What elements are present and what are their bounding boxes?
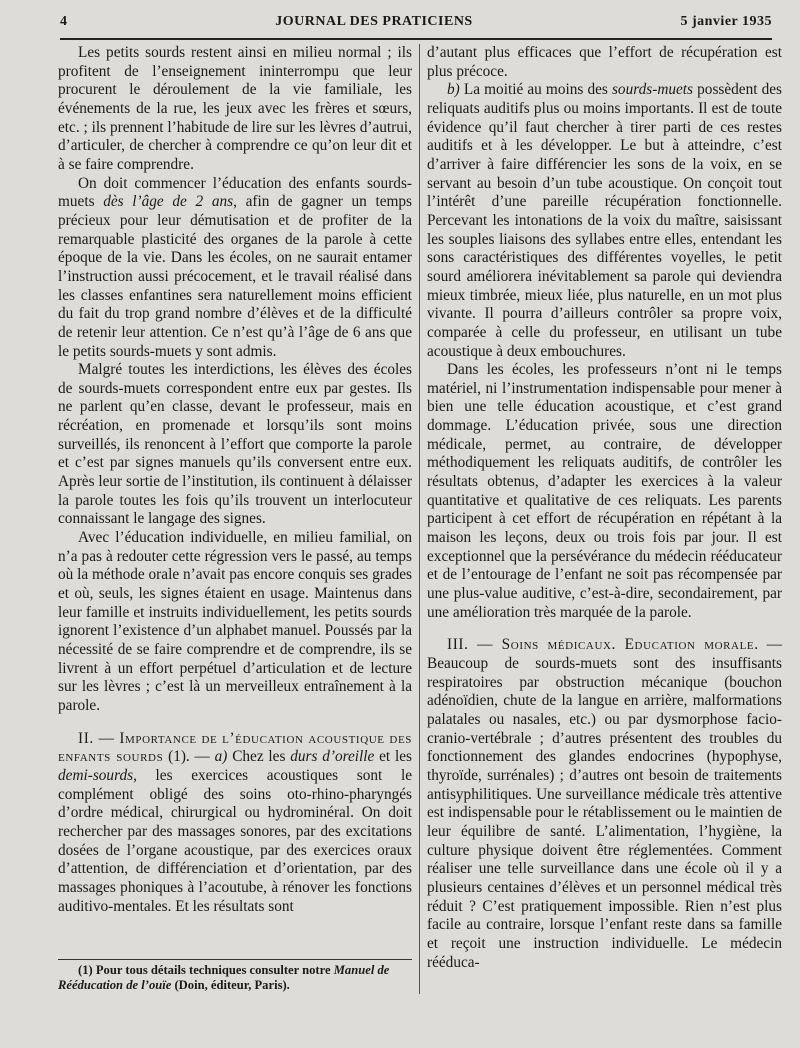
left-column <box>58 44 412 916</box>
text-run: et les <box>374 748 412 766</box>
paragraph-milieu-familial: Avec l’éducation individuelle, en milieu familial, on n’a pas à redouter cette régression vers le passé, au temps où la méthode orale n’avait pas encore conquis ses grades et où, seuls, les signes étaient en usage. Maintenus dans leur famille et instruits individuellement, les petits sourds ignorent l’existence d’un alphabet manuel. Poussés par la nécessité de se faire comprendre et de comprendre, ils se livrent à un effort perpétuel d’articulation et de lecture sur les lèvres ; c’est là un merveilleux entraînement à la parole. <box>58 529 412 714</box>
text-run: , afin de gagner un temps précieux pour leur démutisation et de profiter de la remarquable plasticité des organes de la parole à cette époque de la vie. Dans les écoles, on ne saurait entamer l’instruction aussi précocement, et le travail réalisé dans les classes enfantines sera naturellement moins efficient du fait du trop grand nombre d’élèves et de la difficulté de retenir leur attention. Ce n’est qu’à l’âge de 6 ans que le petits sourds-muets y sont admis. <box>58 193 412 360</box>
section-3 <box>427 636 782 972</box>
text-run: La moitié au moins des <box>459 81 612 99</box>
footnote-book-title: Manuel de Rééducation de l’ouïe <box>58 963 390 992</box>
issue-date: 5 janvier 1935 <box>680 14 772 29</box>
text-run: , les exercices acoustiques sont le complément obligé des soins oto-rhino-pharyngés d’ordre médical, chirurgical ou hydrominéral. On doit rechercher par des massages sonores, par des excitations dosées de l’organe acoustique, par des exercices oraux d’attention, de différenciation et d’orientation, par des massages phoniques à l’acoutube, à rénover les fonctions auditivo-mentales. Et les résultats sont <box>58 766 412 915</box>
column-divider <box>419 44 420 994</box>
right-column <box>427 44 782 972</box>
text-run: — <box>758 636 782 654</box>
emphasis-sourds-muets: sourds-muets <box>611 81 694 99</box>
paragraph-interdictions: Malgré toutes les interdictions, les élèves des écoles de sourds-muets correspondent entre eux par gestes. Ils ne parlent qu’en classe, devant le professeur, mais en récréation, en promenade et lorsqu’ils sont moins surveillés, ils renoncent à l’effort que comporte la parole et c’est par signes manuels qu’ils conversent entre eux. Après leur sortie de l’institution, ils continuent à délaisser la parole toutes les fois qu’ils trouvent un interlocuteur connaissant le langage des signes. <box>58 361 412 528</box>
paragraph-reliquats <box>427 81 782 361</box>
emphasis-age: dès l’âge de 2 ans <box>103 193 234 211</box>
page-number: 4 <box>60 14 68 29</box>
section-2 <box>58 730 412 917</box>
item-letter-b: b) <box>447 81 460 99</box>
header-rule <box>60 38 772 40</box>
emphasis-durs-oreille: durs d’oreille <box>290 748 375 766</box>
paragraph-ecoles: Dans les écoles, les professeurs n’ont ni le temps matériel, ni l’instrumentation indispensable pour mener à bien une telle éducation acoustique, et c’est grand dommage. L’éducation privée, sous une direction médicale, permet, au contraire, de développer méthodiquement les reliquats auditifs, de contrôler les résultats obtenus, d’adapter les exercices à la valeur quantitative et qualitative de ces reliquats. Les parents participent à cet effort de récupération en répétant à la maison les leçons, deux ou trois fois par jour. Il est exceptionnel que la persévérance du médecin rééducateur et de l’entourage de l’enfant ne soit pas récompensée par une plus-value auditive, c’est-à-dire, secondairement, par une amélioration très marquée de la parole. <box>427 361 782 621</box>
paragraph-milieu-normal: Les petits sourds restent ainsi en milieu normal ; ils profitent de l’enseignement ininterrompu que leur procurent le déroulement de la vie familiale, les événements de la rue, les jeux avec les frères et sœurs, etc. ; ils prennent l’habitude de lire sur les lèvres d’autrui, d’articuler, de chercher à comprendre ce qu’on leur dit et à se faire comprendre. <box>58 44 412 173</box>
footnote-rule <box>58 959 412 960</box>
running-header <box>60 14 772 36</box>
journal-title: JOURNAL DES PRATICIENS <box>275 14 473 29</box>
spacer <box>58 716 412 730</box>
text-run: Beaucoup de sourds-muets sont des insuffisants respiratoires par obstruction mécanique (bouchon adénoïdien, chute de la langue en arrière, malformations palatales ou nasales, etc.) ou par dysmorphose facio-cranio-vertébrale ; d’autres présentent des troubles du fonctionnement des glandes endocrines (hypophyse, thyroïde, surrénales) ; d’autres ont besoin de traitements antisyphilitiques. Une surveillance médicale très attentive est indispensable pour le rétablissement ou le maintien de leur équilibre de santé. L’alimentation, l’hygiène, la culture physique doivent être réglementées. Comment réaliser une telle surveillance dans une école où il y a plusieurs centaines d’élèves et un personnel médical très réduit ? C’est pratiquement impossible. Rien n’est plus facile au contraire, lorsque l’enfant reste dans sa famille et reçoit une instruction individuelle. Le médecin rééduca- <box>427 655 782 971</box>
section-3-heading: III. — Soins médicaux. Education morale. <box>447 636 759 654</box>
text-run: possèdent des reliquats auditifs plus ou moins importants. Il est de toute évidence qu’il faut chercher à tirer parti de ces restes auditifs et à les développer. Le but à atteindre, c’est d’arriver à faire différencier les sons de la voix, en se servant au besoin d’un tube acoustique. On conçoit tout l’intérêt d’une pareille récupération fonctionnelle. Percevant les intonations de la voix du maître, saisissant les souples liaisons des syllabes entre elles, entendant les sons caractéristiques des différentes voyelles, le petit sourd améliorera inévitablement sa parole qui deviendra mieux timbrée, mieux liée, plus naturelle, en un mot plus vivante. Il pourra d’ailleurs contrôler sa propre voix, comparée à celle du professeur, en utilisant un tube acoustique à deux embouchures. <box>427 81 782 360</box>
footnote <box>58 963 412 993</box>
text-run: Chez les <box>227 748 291 766</box>
text-run: On doit commencer l’éducation des enfants sourds-muets <box>58 174 412 211</box>
text-run: (1). — <box>163 748 215 766</box>
paragraph-education-precoce <box>58 175 412 362</box>
spacer <box>427 622 782 636</box>
text-run: (1) Pour tous détails techniques consulter notre <box>78 963 334 977</box>
section-2-heading: II. — Importance de l’éducation acoustique des enfants sourds <box>58 729 412 766</box>
emphasis-demi-sourds: demi-sourds <box>58 766 134 784</box>
text-run: (Doin, éditeur, Paris). <box>171 978 290 992</box>
item-letter-a: a) <box>214 748 228 766</box>
paragraph-continuation: d’autant plus efficaces que l’effort de récupération est plus précoce. <box>427 44 782 80</box>
